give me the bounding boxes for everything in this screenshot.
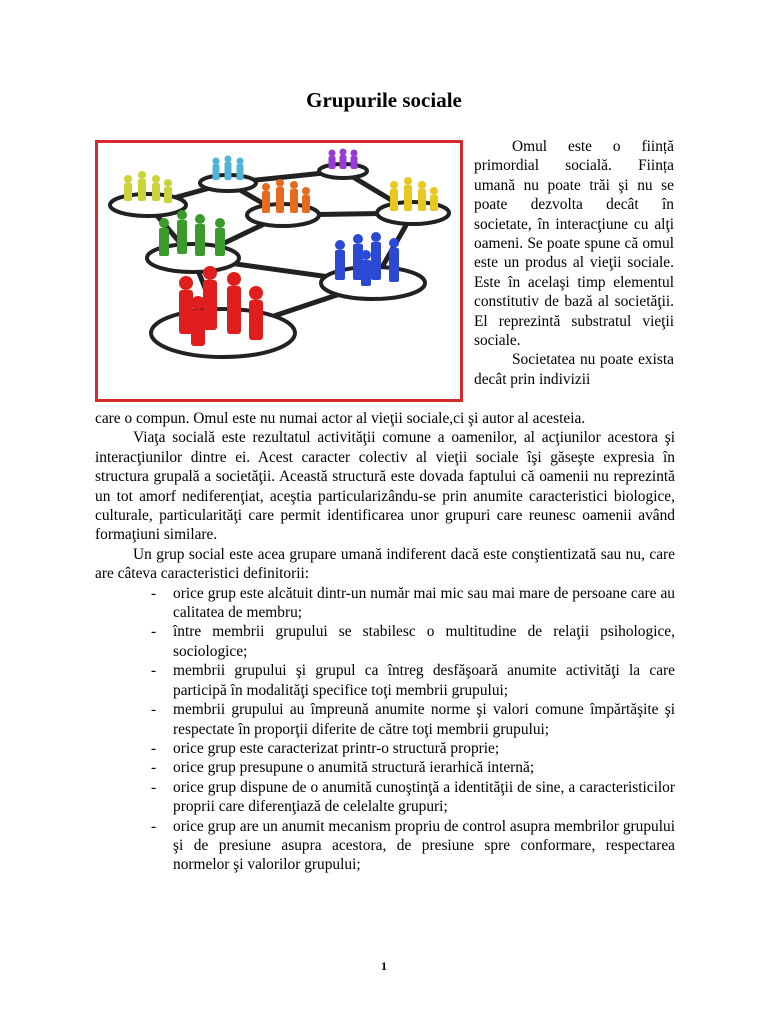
intro-paragraph: Omul este o ființă primordial socială. Ființa umană nu poate trăi şi nu se poate dezvolta decât în societate, în interacţiune cu alţi oameni. Se poate spune că omul este un produs al vieţii sociale. Este în acelaşi timp elementul constitutiv de bază al societăţii. El reprezintă substratul vieţii sociale. [474, 138, 674, 350]
list-dash: - [151, 584, 157, 602]
characteristics-list [95, 584, 675, 875]
list-dash: - [151, 759, 157, 777]
social-groups-network-image [95, 140, 463, 402]
list-item: - membrii grupului şi grupul ca întreg desfăşoară anumite activităţi la care participă în modalităţi specifice toţi membrii grupului; [151, 662, 675, 699]
list-dash: - [151, 739, 157, 757]
list-item: - între membrii grupului se stabilesc o multitudine de relaţii psihologice, sociologice; [151, 623, 675, 660]
list-item: - orice grup are un anumit mecanism propriu de control asupra membrilor grupului şi de presiune asupra acestora, de presiune spre conformare, respectarea normelor şi valorilor grupului; [151, 817, 675, 874]
list-dash: - [151, 701, 157, 719]
network-illustration [98, 143, 460, 399]
list-dash: - [151, 623, 157, 641]
list-dash: - [151, 662, 157, 680]
list-dash: - [151, 778, 157, 796]
page-title: Grupurile sociale [306, 88, 462, 112]
main-text-column [95, 409, 675, 875]
society-paragraph-start: Societatea nu poate exista decât prin indivizii [474, 351, 674, 388]
page-number: 1 [381, 959, 387, 973]
list-item: - orice grup dispune de o anumită cunoştinţă a identităţii de sine, a caracteristicilor proprii care diferenţiază de celelalte grupuri; [151, 778, 675, 816]
side-text-column [474, 137, 674, 389]
list-item: - membrii grupului au împreună anumite norme şi valori comune împărtăşite şi respectate în proporţii diferite de către toţi membrii grupului; [151, 701, 675, 738]
list-dash: - [151, 817, 157, 835]
group-definition-paragraph: Un grup social este acea grupare umană indiferent dacă este conştientizată sau nu, care are câteva caracteristici definitorii: [95, 545, 675, 583]
list-item: - orice grup este alcătuit dintr-un număr mai mic sau mai mare de persoane care au calitatea de membru; [151, 584, 675, 622]
social-life-paragraph: Viaţa socială este rezultatul activităţii comune a oamenilor, al acţiunilor acestora şi interacţiunilor dintre ei. Acest caracter colectiv al vieţii sociale îşi găseşte expresia în structura grupală a societăţii. Această structură este dovada faptului că oamenii nu reprezintă un tot amorf nediferenţiat, aceştia particularizându-se prin anumite caracteristici biologice, culturale, particularităţi care permit identificarea unor grupuri care reunesc oamenii având formaţiuni similare. [95, 429, 675, 544]
list-item: - orice grup presupune o anumită structură ierarhică internă; [151, 759, 535, 777]
society-paragraph-end: care o compun. Omul este nu numai actor al vieţii sociale,ci şi autor al acesteia. [95, 410, 586, 427]
list-item: - orice grup este caracterizat printr-o structură proprie; [151, 739, 500, 757]
